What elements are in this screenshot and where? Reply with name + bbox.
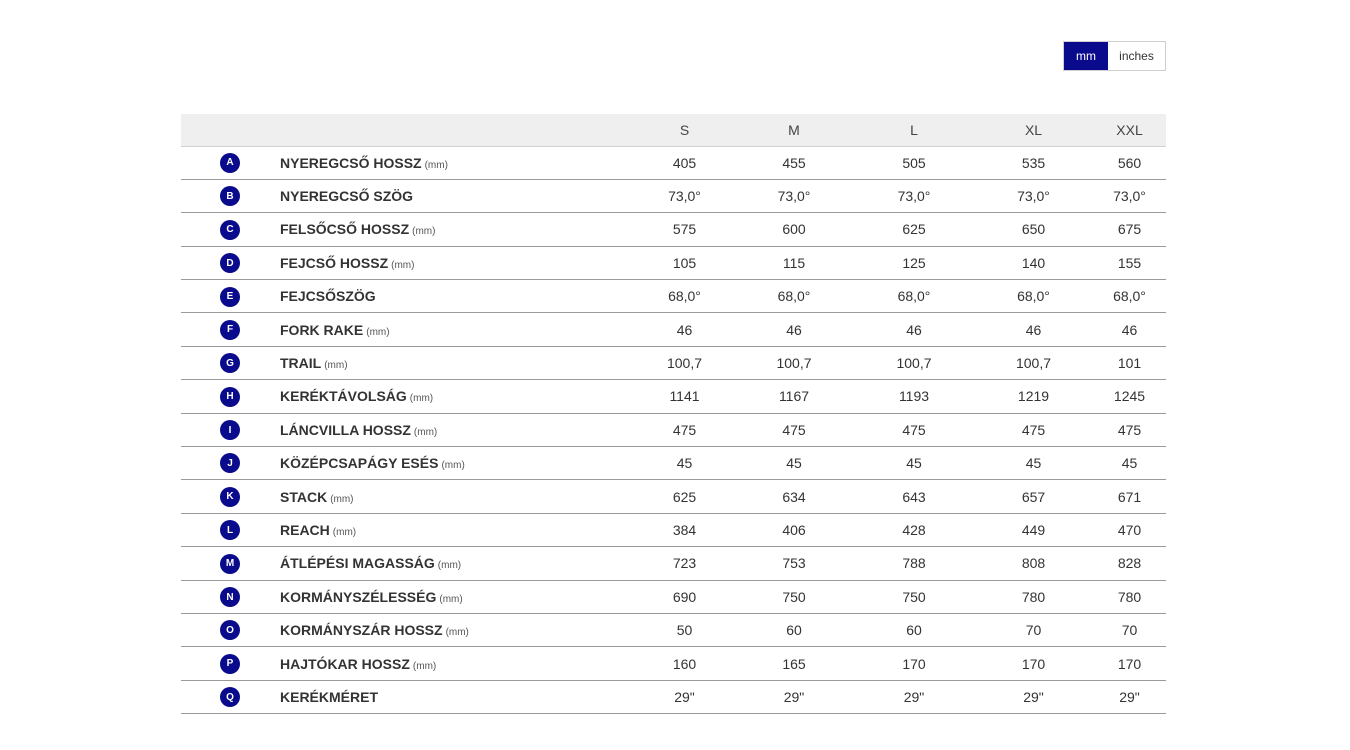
table-row (181, 346, 1166, 379)
value-cell-xxl: 155 (1117, 254, 1142, 271)
row-label-cell (280, 580, 635, 613)
value-cell-l: 73,0° (897, 188, 931, 205)
value-cell-s: 105 (672, 254, 697, 271)
row-letter-cell (181, 280, 280, 313)
value-cell-s: 68,0° (668, 288, 701, 305)
value-cell-s: 475 (672, 421, 697, 438)
value-cell-m: 634 (782, 488, 806, 505)
measurement-label: FORK RAKE (280, 321, 364, 338)
header-size-xxl: XXL (1116, 121, 1143, 138)
table-row (181, 480, 1166, 513)
row-label-cell (280, 613, 635, 646)
value-cell-m: 73,0° (777, 188, 811, 205)
row-label-cell (280, 313, 635, 346)
row-label-cell (280, 547, 635, 580)
value-cell-l: 100,7 (896, 355, 932, 372)
value-cell-l: 625 (902, 221, 926, 238)
table-row (181, 413, 1166, 446)
measurement-unit: (mm) (324, 360, 348, 372)
value-cell-l: 45 (906, 455, 922, 472)
row-label-cell (280, 346, 635, 379)
measurement-unit: (mm) (437, 560, 462, 572)
row-letter-cell (181, 146, 280, 179)
value-cell-xl: 100,7 (1015, 355, 1052, 372)
value-cell-s: 100,7 (666, 355, 703, 372)
table-row (181, 380, 1166, 413)
measurement-unit: (mm) (412, 660, 437, 672)
measurement-label: STACK (280, 488, 328, 505)
row-label-cell (280, 213, 635, 246)
value-cell-xxl: 1245 (1113, 388, 1146, 405)
measurement-unit: (mm) (366, 326, 390, 338)
measurement-unit: (mm) (441, 460, 465, 472)
row-label-cell (280, 680, 635, 713)
value-cell-xxl: 780 (1117, 588, 1142, 605)
value-cell-xl: 140 (1021, 254, 1046, 271)
value-cell-l: 125 (902, 254, 926, 271)
measurement-label: FEJCSŐSZÖG (280, 288, 376, 305)
value-cell-l: 643 (902, 488, 926, 505)
value-cell-xxl: 470 (1117, 521, 1142, 538)
header-size-xl: XL (1024, 121, 1043, 138)
measurement-label: ÁTLÉPÉSI MAGASSÁG (280, 555, 435, 572)
value-cell-m: 753 (782, 555, 806, 572)
measurement-label: KORMÁNYSZÉLESSÉG (280, 588, 437, 605)
value-cell-xl: 170 (1021, 655, 1046, 672)
value-cell-m: 1167 (778, 388, 810, 405)
header-size-l: L (910, 121, 918, 138)
value-cell-xl: 657 (1021, 488, 1046, 505)
measurement-letter-badge: D (220, 253, 240, 273)
row-letter-cell (181, 246, 280, 279)
measurement-label: KERÉKMÉRET (280, 688, 379, 705)
row-letter-cell (181, 480, 280, 513)
value-cell-xl: 808 (1021, 555, 1046, 572)
value-cell-m: 68,0° (777, 288, 811, 305)
value-cell-s: 46 (676, 321, 693, 338)
measurement-letter-badge: E (220, 287, 240, 307)
table-header-row (181, 114, 1166, 146)
value-cell-s: 723 (672, 555, 697, 572)
measurement-letter-badge: H (220, 387, 240, 407)
value-cell-m: 455 (782, 154, 806, 171)
value-cell-xxl: 73,0° (1113, 188, 1146, 205)
measurement-label: NYEREGCSŐ SZÖG (280, 188, 414, 205)
value-cell-xl: 650 (1021, 221, 1046, 238)
value-cell-s: 405 (672, 154, 697, 171)
measurement-unit: (mm) (409, 393, 434, 405)
table-row (181, 513, 1166, 546)
value-cell-xl: 46 (1025, 321, 1042, 338)
row-label-cell (280, 480, 635, 513)
row-label-cell (280, 380, 635, 413)
measurement-letter-badge: C (220, 220, 240, 240)
row-letter-cell (181, 213, 280, 246)
value-cell-l: 428 (902, 521, 926, 538)
value-cell-xxl: 70 (1121, 622, 1138, 639)
measurement-letter-badge: M (220, 554, 240, 574)
value-cell-s: 73,0° (668, 188, 701, 205)
table-row (181, 613, 1166, 646)
table-row (181, 179, 1166, 212)
table-row (181, 213, 1166, 246)
measurement-unit: (mm) (439, 593, 463, 605)
value-cell-m: 29" (783, 688, 805, 705)
row-label-cell (280, 179, 635, 212)
measurement-letter-badge: I (220, 420, 240, 440)
table-body (181, 146, 1166, 714)
unit-inches-button[interactable]: inches (1119, 49, 1154, 63)
value-cell-xxl: 475 (1117, 421, 1142, 438)
row-label-cell (280, 146, 635, 179)
value-cell-m: 406 (782, 521, 806, 538)
value-cell-m: 100,7 (776, 355, 812, 372)
row-letter-cell (181, 547, 280, 580)
value-cell-s: 1141 (669, 388, 700, 405)
measurement-unit: (mm) (391, 259, 415, 271)
value-cell-xl: 449 (1021, 521, 1046, 538)
measurement-label: HAJTÓKAR HOSSZ (280, 655, 410, 672)
value-cell-s: 575 (672, 221, 697, 238)
row-label-cell (280, 513, 635, 546)
measurement-unit: (mm) (330, 493, 354, 505)
measurement-label: KÖZÉPCSAPÁGY ESÉS (280, 455, 439, 472)
value-cell-s: 160 (672, 655, 697, 672)
value-cell-xl: 45 (1025, 455, 1042, 472)
header-size-m: M (788, 121, 800, 138)
row-letter-cell (181, 647, 280, 680)
table-row (181, 280, 1166, 313)
value-cell-l: 170 (902, 655, 926, 672)
value-cell-xl: 1219 (1017, 388, 1050, 405)
value-cell-l: 1193 (898, 388, 930, 405)
row-letter-cell (181, 313, 280, 346)
row-letter-cell (181, 580, 280, 613)
value-cell-s: 690 (672, 588, 697, 605)
measurement-letter-badge: K (220, 487, 240, 507)
row-letter-cell (181, 413, 280, 446)
value-cell-xxl: 29" (1119, 688, 1140, 705)
value-cell-xl: 780 (1021, 588, 1046, 605)
row-label-cell (280, 447, 635, 480)
row-label-cell (280, 246, 635, 279)
measurement-letter-badge: J (220, 453, 240, 473)
measurement-letter-badge: L (220, 520, 240, 540)
measurement-letter-badge: B (220, 186, 240, 206)
row-letter-cell (181, 346, 280, 379)
value-cell-xl: 70 (1025, 622, 1042, 639)
row-label-cell (280, 647, 635, 680)
value-cell-xxl: 101 (1117, 355, 1142, 372)
row-letter-cell (181, 613, 280, 646)
measurement-label: FELSŐCSŐ HOSSZ (280, 221, 410, 238)
value-cell-xl: 475 (1021, 421, 1046, 438)
value-cell-s: 45 (676, 455, 693, 472)
header-letter-cell (181, 114, 280, 146)
value-cell-l: 60 (906, 622, 922, 639)
value-cell-m: 600 (782, 221, 806, 238)
value-cell-l: 475 (902, 421, 926, 438)
value-cell-s: 29" (674, 688, 695, 705)
value-cell-xxl: 671 (1117, 488, 1142, 505)
value-cell-l: 505 (902, 154, 926, 171)
value-cell-m: 475 (782, 421, 806, 438)
table-row (181, 447, 1166, 480)
measurement-unit: (mm) (412, 226, 436, 238)
value-cell-m: 115 (782, 254, 806, 271)
value-cell-s: 625 (672, 488, 697, 505)
measurement-letter-badge: O (220, 620, 240, 640)
geometry-table (181, 114, 1166, 714)
value-cell-s: 384 (672, 521, 697, 538)
value-cell-xxl: 560 (1117, 154, 1142, 171)
unit-toggle (1063, 41, 1166, 71)
table-row (181, 580, 1166, 613)
measurement-label: FEJCSŐ HOSSZ (280, 254, 389, 271)
value-cell-m: 750 (782, 588, 806, 605)
value-cell-m: 165 (782, 655, 806, 672)
value-cell-xl: 535 (1021, 154, 1046, 171)
measurement-unit: (mm) (332, 526, 357, 538)
value-cell-l: 750 (902, 588, 926, 605)
measurement-label: NYEREGCSŐ HOSSZ (280, 154, 422, 171)
row-letter-cell (181, 380, 280, 413)
value-cell-l: 29" (903, 688, 925, 705)
measurement-letter-badge: A (220, 153, 240, 173)
measurement-label: TRAIL (280, 355, 322, 372)
row-label-cell (280, 280, 635, 313)
row-letter-cell (181, 179, 280, 212)
table-row (181, 246, 1166, 279)
row-letter-cell (181, 680, 280, 713)
row-label-cell (280, 413, 635, 446)
value-cell-xxl: 46 (1121, 321, 1138, 338)
value-cell-l: 46 (906, 321, 922, 338)
unit-mm-button[interactable]: mm (1064, 42, 1108, 70)
measurement-letter-badge: F (220, 320, 240, 340)
measurement-letter-badge: P (220, 654, 240, 674)
value-cell-xxl: 45 (1121, 455, 1138, 472)
measurement-label: KORMÁNYSZÁR HOSSZ (280, 622, 443, 639)
measurement-unit: (mm) (445, 627, 469, 639)
row-letter-cell (181, 447, 280, 480)
value-cell-xl: 73,0° (1017, 188, 1050, 205)
value-cell-xxl: 675 (1117, 221, 1142, 238)
table-row (181, 146, 1166, 179)
measurement-label: LÁNCVILLA HOSSZ (280, 421, 411, 438)
value-cell-s: 50 (676, 622, 693, 639)
measurement-letter-badge: Q (220, 687, 240, 707)
row-letter-cell (181, 513, 280, 546)
measurement-letter-badge: G (220, 353, 240, 373)
value-cell-xxl: 828 (1117, 555, 1142, 572)
table-row (181, 680, 1166, 713)
measurement-label: REACH (280, 521, 330, 538)
measurement-unit: (mm) (413, 426, 438, 438)
value-cell-xxl: 170 (1117, 655, 1142, 672)
value-cell-l: 68,0° (897, 288, 931, 305)
table-row (181, 647, 1166, 680)
table-row (181, 313, 1166, 346)
measurement-letter-badge: N (220, 587, 240, 607)
measurement-label: KERÉKTÁVOLSÁG (280, 388, 407, 405)
measurement-unit: (mm) (424, 159, 448, 171)
value-cell-m: 45 (786, 455, 802, 472)
value-cell-l: 788 (902, 555, 926, 572)
value-cell-xl: 29" (1023, 688, 1044, 705)
header-label-cell (280, 114, 635, 146)
value-cell-m: 46 (786, 321, 802, 338)
value-cell-xxl: 68,0° (1113, 288, 1146, 305)
table-row (181, 547, 1166, 580)
header-size-s: S (679, 121, 690, 138)
value-cell-m: 60 (786, 622, 802, 639)
value-cell-xl: 68,0° (1017, 288, 1050, 305)
